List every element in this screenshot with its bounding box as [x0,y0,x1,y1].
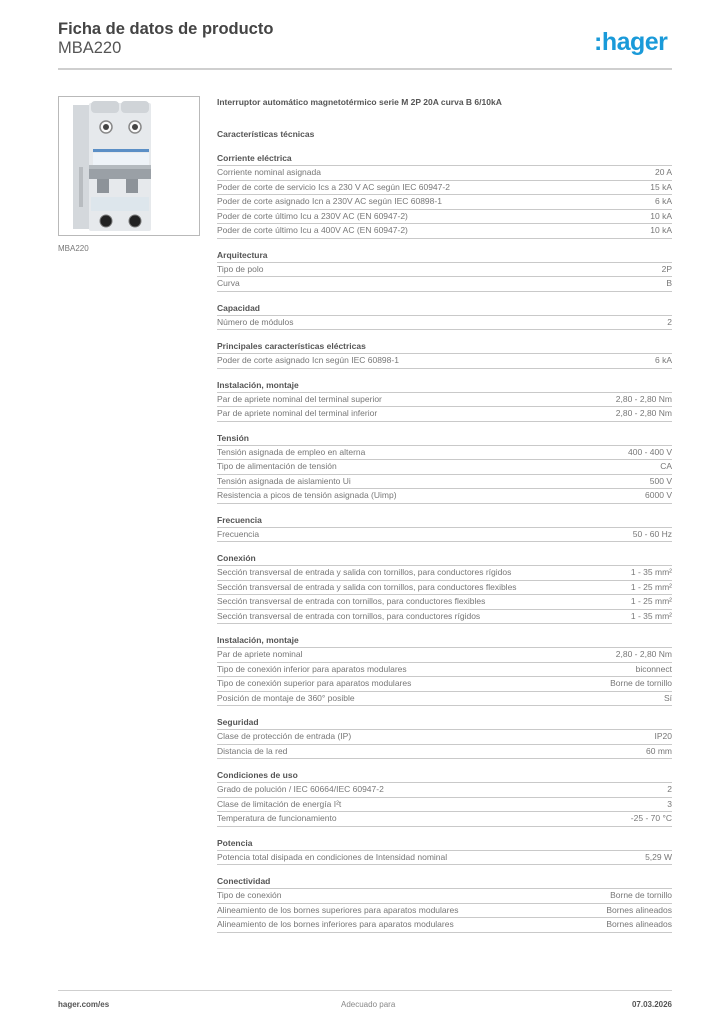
spec-value: CA [660,461,672,471]
footer-suitable-for: Adecuado para [341,1000,396,1009]
spec-value: Bornes alineados [606,904,672,915]
spec-row [217,224,672,239]
spec-row [217,812,672,827]
spec-value: 1 - 25 mm² [630,596,672,606]
spec-value: Sí [663,692,672,703]
spec-label: Tipo de conexión [217,890,282,900]
spec-value: 6 kA [654,355,672,365]
spec-section [217,837,672,866]
section-title: Corriente eléctrica [217,152,672,166]
spec-label: Sección transversal de entrada y salida con tornillos, para conductores flexibles [217,581,517,592]
product-image-caption: MBA220 [58,244,89,253]
section-title: Seguridad [217,716,672,730]
spec-value: 2,80 - 2,80 Nm [615,408,672,418]
product-description: Interruptor automático magnetotérmico serie M 2P 20A curva B 6/10kA [217,97,502,107]
spec-row [217,475,672,490]
spec-row [217,595,672,610]
spec-section [217,634,672,706]
spec-label: Tipo de conexión inferior para aparatos modulares [217,663,407,674]
spec-value: 2 [667,784,672,794]
section-title: Potencia [217,837,672,851]
section-title: Conexión [217,552,672,566]
spec-label: Temperatura de funcionamiento [217,813,337,823]
spec-section [217,340,672,369]
spec-value: 50 - 60 Hz [632,528,672,539]
spec-label: Sección transversal de entrada con tornillos, para conductores rígidos [217,610,481,621]
spec-section [217,514,672,543]
spec-row [217,528,672,543]
spec-value: 1 - 35 mm² [630,567,672,577]
spec-section [217,716,672,759]
product-code: MBA220 [58,39,122,57]
spec-row [217,354,672,369]
spec-value: 5,29 W [645,851,672,862]
spec-value: biconnect [635,663,672,674]
spec-sections [217,152,672,933]
spec-section [217,249,672,292]
spec-row [217,566,672,581]
spec-value: Bornes alineados [606,919,672,929]
section-title: Condiciones de uso [217,769,672,783]
spec-row [217,677,672,692]
spec-label: Par de apriete nominal del terminal inferior [217,408,378,418]
section-title: Conectividad [217,875,672,889]
spec-value: 2,80 - 2,80 Nm [615,393,672,404]
spec-value: 6 kA [654,196,672,206]
spec-row [217,783,672,798]
footer-website-link[interactable]: hager.com/es [58,1000,110,1009]
spec-value: 3 [667,798,672,809]
spec-value: IP20 [654,731,672,741]
spec-label: Frecuencia [217,528,260,539]
spec-label: Poder de corte último Icu a 400V AC (EN 60947-2) [217,225,408,235]
spec-row [217,918,672,933]
spec-value: Borne de tornillo [610,678,672,688]
spec-section [217,769,672,827]
spec-label: Distancia de la red [217,745,288,756]
spec-row [217,195,672,210]
spec-value: 15 kA [650,181,672,192]
spec-label: Alineamiento de los bornes inferiores para aparatos modulares [217,919,454,929]
spec-label: Poder de corte asignado Icn según IEC 60898-1 [217,355,399,365]
spec-label: Alineamiento de los bornes superiores para aparatos modulares [217,904,459,915]
spec-row [217,851,672,866]
spec-value: 60 mm [646,745,672,756]
section-title: Frecuencia [217,514,672,528]
spec-label: Poder de corte último Icu a 230V AC (EN 60947-2) [217,210,408,221]
spec-section [217,552,672,624]
section-title: Capacidad [217,302,672,316]
spec-label: Curva [217,278,240,288]
spec-row [217,181,672,196]
spec-label: Sección transversal de entrada y salida con tornillos, para conductores rígidos [217,567,512,577]
spec-row [217,692,672,707]
spec-label: Tipo de polo [217,263,264,274]
spec-value: -25 - 70 °C [630,813,672,823]
hager-logo: :hager [594,28,668,56]
spec-row [217,889,672,904]
spec-value: 20 A [654,167,672,177]
spec-row [217,581,672,596]
spec-label: Potencia total disipada en condiciones de Intensidad nominal [217,851,448,862]
spec-section [217,152,672,239]
footer-divider [58,990,672,991]
spec-row [217,648,672,663]
spec-label: Par de apriete nominal [217,649,303,659]
technical-characteristics-title: Características técnicas [217,129,315,139]
spec-label: Tensión asignada de empleo en alterna [217,446,366,457]
spec-row [217,166,672,181]
spec-label: Clase de limitación de energía I²t [217,798,342,809]
spec-row [217,610,672,625]
spec-section [217,302,672,331]
spec-section [217,875,672,933]
spec-row [217,460,672,475]
spec-section [217,379,672,422]
spec-value: 1 - 35 mm² [630,610,672,621]
spec-row [217,277,672,292]
spec-value: Borne de tornillo [610,890,672,900]
spec-label: Tensión asignada de aislamiento Ui [217,475,351,486]
spec-row [217,745,672,760]
spec-row [217,263,672,278]
spec-value: 10 kA [650,225,672,235]
spec-value: 400 - 400 V [628,446,672,457]
spec-label: Poder de corte de servicio Ics a 230 V AC según IEC 60947-2 [217,181,450,192]
spec-label: Número de módulos [217,316,294,327]
section-title: Tensión [217,432,672,446]
spec-value: B [666,278,672,288]
spec-label: Tipo de conexión superior para aparatos modulares [217,678,412,688]
spec-value: 1 - 25 mm² [630,581,672,592]
spec-label: Clase de protección de entrada (IP) [217,731,352,741]
spec-row [217,446,672,461]
section-title: Principales características eléctricas [217,340,672,354]
spec-row [217,730,672,745]
spec-row [217,210,672,225]
spec-value: 2,80 - 2,80 Nm [615,649,672,659]
spec-label: Grado de polución / IEC 60664/IEC 60947-2 [217,784,384,794]
spec-row [217,663,672,678]
spec-section [217,432,672,504]
spec-label: Poder de corte asignado Icn a 230V AC según IEC 60898-1 [217,196,442,206]
spec-row [217,393,672,408]
section-title: Instalación, montaje [217,634,672,648]
spec-label: Posición de montaje de 360° posible [217,692,355,703]
spec-value: 2 [667,316,672,327]
spec-content [217,96,672,933]
spec-value: 2P [661,263,672,274]
spec-row [217,798,672,813]
page-title: Ficha de datos de producto [58,20,274,38]
spec-label: Sección transversal de entrada con tornillos, para conductores flexibles [217,596,486,606]
spec-value: 500 V [649,475,672,486]
spec-label: Par de apriete nominal del terminal superior [217,393,382,404]
footer-date: 07.03.2026 [631,1000,672,1009]
spec-value: 6000 V [645,490,672,500]
product-image [58,96,200,236]
spec-row [217,316,672,331]
spec-label: Corriente nominal asignada [217,167,321,177]
spec-row [217,489,672,504]
circuit-breaker-image-icon [59,97,199,235]
spec-label: Resistencia a picos de tensión asignada (Uimp) [217,490,397,500]
spec-row [217,904,672,919]
spec-label: Tipo de alimentación de tensión [217,461,337,471]
spec-value: 10 kA [650,210,672,221]
section-title: Instalación, montaje [217,379,672,393]
header-divider [58,68,672,70]
spec-row [217,407,672,422]
section-title: Arquitectura [217,249,672,263]
